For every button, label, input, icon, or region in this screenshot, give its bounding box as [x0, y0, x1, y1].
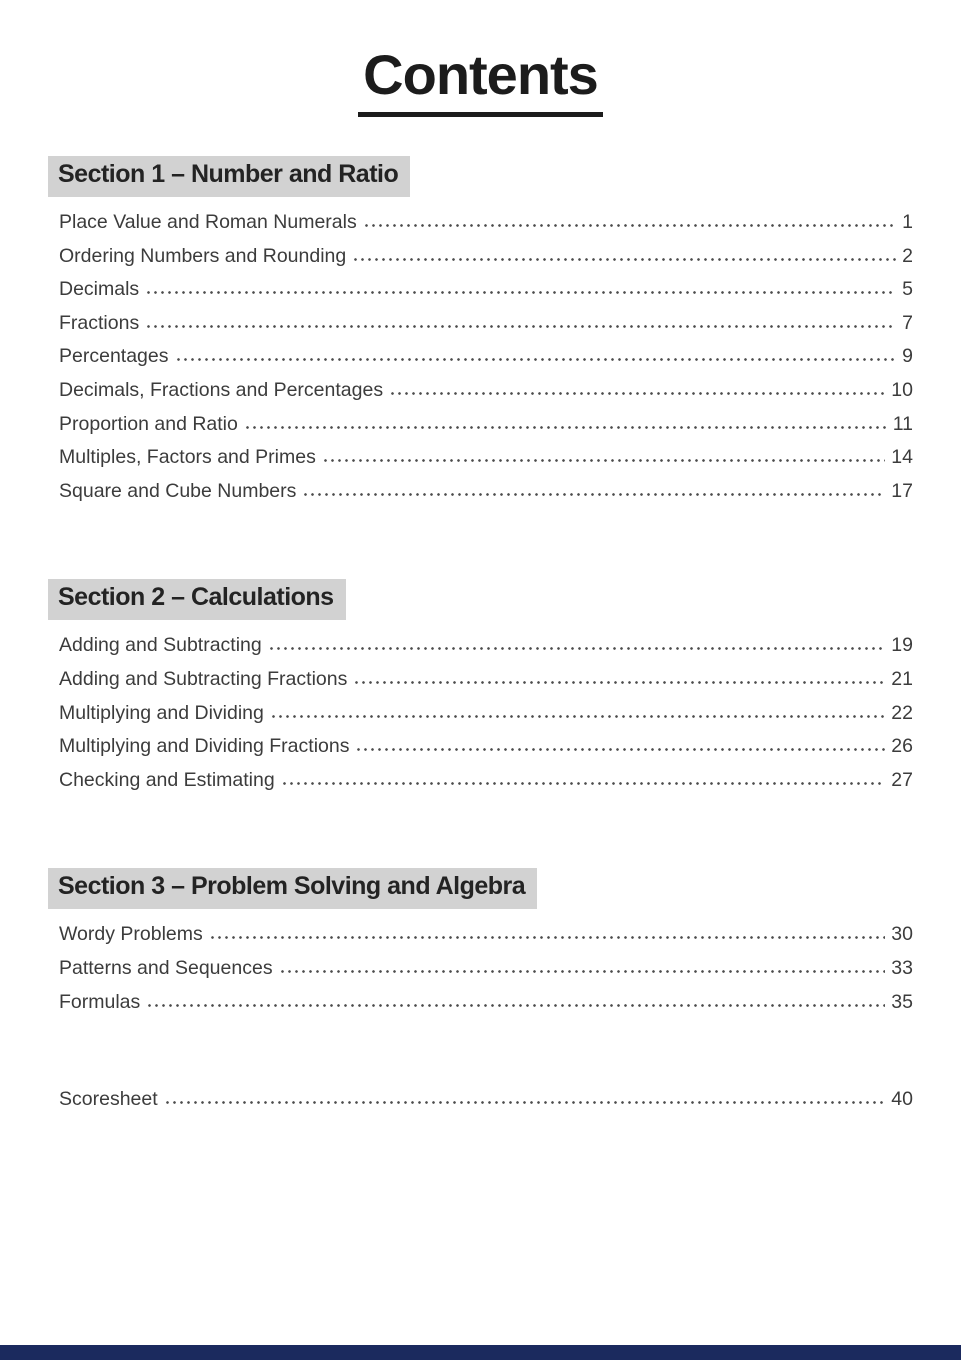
- toc-row: [59, 918, 913, 952]
- toc-entry-page: 19: [891, 634, 913, 657]
- toc-entry-label: Checking and Estimating: [59, 768, 275, 791]
- dot-leader: [322, 458, 885, 463]
- toc-entry-page: 22: [891, 701, 913, 724]
- scoresheet-block: [48, 1083, 913, 1117]
- toc-section: [48, 579, 913, 797]
- toc-entry-label: Multiplying and Dividing Fractions: [59, 735, 350, 758]
- toc-entry-page: 2: [902, 244, 913, 267]
- dot-leader: [209, 935, 886, 940]
- toc-entry-page: 27: [891, 768, 913, 791]
- section-heading: Section 1 – Number and Ratio: [48, 156, 410, 197]
- toc-entry-page: 17: [891, 479, 913, 502]
- dot-leader: [270, 714, 885, 719]
- dot-leader: [389, 391, 885, 396]
- toc-entry-label: Proportion and Ratio: [59, 412, 238, 435]
- toc-entry-label: Decimals, Fractions and Percentages: [59, 378, 384, 401]
- toc-entry-label: Multiplying and Dividing: [59, 701, 264, 724]
- toc-row: [59, 952, 913, 986]
- toc-row: [59, 475, 913, 509]
- dot-leader: [279, 969, 886, 974]
- toc-row: [59, 629, 913, 663]
- toc-entry-label: Adding and Subtracting Fractions: [59, 667, 348, 690]
- toc-row: [59, 730, 913, 764]
- toc-row: [59, 240, 913, 274]
- toc-entry-page: 11: [892, 412, 913, 435]
- toc-row: [59, 273, 913, 307]
- toc-entry-page: 40: [891, 1088, 913, 1111]
- toc-entry-label: Fractions: [59, 311, 140, 334]
- page-footer-band: [0, 1345, 961, 1360]
- toc-entry-label: Patterns and Sequences: [59, 956, 273, 979]
- toc-entry-page: 26: [891, 735, 913, 758]
- toc-sections: [48, 156, 913, 1019]
- toc-entry-page: 9: [902, 345, 913, 368]
- toc-entry-page: 10: [891, 378, 913, 401]
- toc-row: [59, 340, 913, 374]
- toc-entry-page: 30: [891, 923, 913, 946]
- title-area: [0, 0, 961, 117]
- toc-row: [59, 663, 913, 697]
- toc-row: [59, 986, 913, 1020]
- dot-leader: [355, 747, 885, 752]
- dot-leader: [146, 1003, 885, 1008]
- dot-leader: [363, 223, 896, 228]
- toc-section: [48, 868, 913, 1019]
- toc-entry-label: Place Value and Roman Numerals: [59, 211, 357, 233]
- toc-row: [59, 441, 913, 475]
- contents-body: [0, 156, 961, 1117]
- dot-leader: [145, 290, 896, 295]
- toc-entry-page: 35: [891, 990, 913, 1013]
- toc-list: [48, 206, 913, 508]
- toc-entry-label: Decimals: [59, 278, 140, 301]
- toc-row: [59, 206, 913, 240]
- toc-entry-page: 7: [902, 311, 913, 334]
- toc-entry-label: Wordy Problems: [59, 923, 203, 946]
- dot-leader: [353, 680, 885, 685]
- toc-section: [48, 156, 913, 508]
- dot-leader: [145, 324, 896, 329]
- toc-row: [59, 307, 913, 341]
- dot-leader: [302, 492, 885, 497]
- toc-entry-label: Multiples, Factors and Primes: [59, 446, 316, 469]
- toc-entry-label: Adding and Subtracting: [59, 634, 262, 657]
- toc-entry-page: 1: [902, 211, 913, 233]
- toc-row: [59, 374, 913, 408]
- toc-row: [59, 697, 913, 731]
- section-heading: Section 3 – Problem Solving and Algebra: [48, 868, 537, 909]
- dot-leader: [281, 781, 886, 786]
- toc-list: [48, 918, 913, 1019]
- dot-leader: [244, 425, 887, 430]
- toc-entry-label: Formulas: [59, 990, 141, 1013]
- toc-entry-label: Percentages: [59, 345, 169, 368]
- page-title: Contents: [358, 44, 603, 117]
- toc-row: [59, 764, 913, 798]
- dot-leader: [164, 1100, 886, 1105]
- toc-list: [48, 629, 913, 797]
- dot-leader: [175, 357, 897, 362]
- toc-entry-label: Square and Cube Numbers: [59, 479, 297, 502]
- toc-entry-label: Scoresheet: [59, 1088, 158, 1111]
- toc-entry-page: 5: [902, 278, 913, 301]
- section-heading: Section 2 – Calculations: [48, 579, 346, 620]
- toc-entry-label: Ordering Numbers and Rounding: [59, 244, 347, 267]
- toc-row: [59, 1083, 913, 1117]
- toc-row: [59, 408, 913, 442]
- dot-leader: [268, 646, 886, 651]
- toc-entry-page: 14: [891, 446, 913, 469]
- toc-entry-page: 33: [891, 956, 913, 979]
- toc-entry-page: 21: [891, 667, 913, 690]
- dot-leader: [352, 257, 896, 262]
